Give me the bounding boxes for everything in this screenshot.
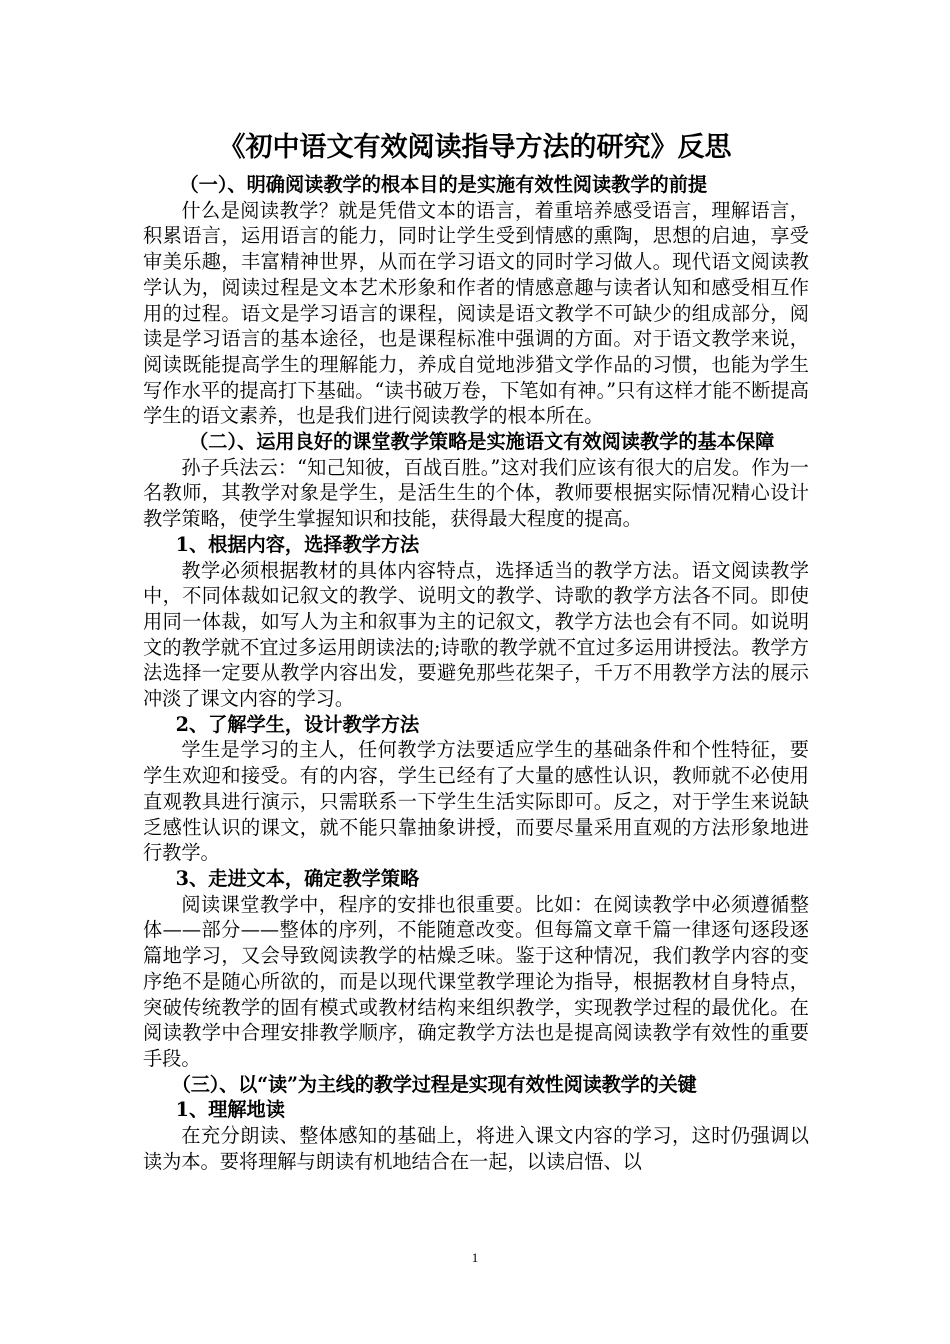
section-3-heading: （三）、以“读”为主线的教学过程是实现有效性阅读教学的关键 (171, 1072, 697, 1096)
subsection-2-2-paragraph: 学生是学习的主人，任何教学方法要适应学生的基础条件和个性特征，要学生欢迎和接受。有的内容，学生已经有了大量的感性认识，教师就不必使用直观教具进行演示，只需联系一下学生生活实际即可。反之，对于学生来说缺乏感性认识的课文，就不能只靠抽象讲授，而要尽量采用直观的方法形象地进行教学。 (143, 738, 809, 865)
subsection-2-1-heading: 1、根据内容，选择教学方法 (175, 532, 420, 556)
section-2-heading: （二）、运用良好的课堂教学策略是实施语文有效阅读教学的基本保障 (189, 430, 775, 454)
page-number: 1 (471, 1250, 479, 1265)
subsection-2-1-paragraph: 教学必须根据教材的具体内容特点，选择适当的教学方法。语文阅读教学中，不同体裁如记叙文的教学、说明文的教学、诗歌的教学方法各不同。即使用同一体裁，如写人为主和叙事为主的记叙文，教学方法也会有不同。如说明文的教学就不宜过多运用朗读法的;诗歌的教学就不宜过多运用讲授法。教学方法选择一定要从教学内容出发，要避免那些花架子，千万不用教学方法的展示冲淡了课文内容的学习。 (143, 558, 809, 711)
section-1-paragraph: 什么是阅读教学？就是凭借文本的语言，着重培养感受语言，理解语言，积累语言，运用语言的能力，同时让学生受到情感的熏陶，思想的启迪，享受审美乐趣，丰富精神世界，从而在学习语文的同时学习做人。现代语文阅读教学认为，阅读过程是文本艺术形象和作者的情感意趣与读者认知和感受相互作用的过程。语文是学习语言的课程，阅读是语文教学不可缺少的组成部分，阅读是学习语言的基本途径，也是课程标准中强调的方面。对于语文教学来说，阅读既能提高学生的理解能力，养成自觉地涉猎文学作品的习惯，也能为学生写作水平的提高打下基础。“读书破万卷，下笔如有神。”只有这样才能不断提高学生的语文素养，也是我们进行阅读教学的根本所在。 (143, 198, 809, 428)
section-1-heading: （一）、明确阅读教学的根本目的是实施有效性阅读教学的前提 (179, 173, 708, 196)
subsection-2-2-heading: 2、了解学生，设计教学方法 (175, 712, 420, 736)
document-body (143, 172, 809, 1174)
subsection-3-1-heading: 1、理解地读 (175, 1098, 285, 1122)
subsection-2-3-paragraph: 阅读课堂教学中，程序的安排也很重要。比如：在阅读教学中必须遵循整体——部分——整体的序列，不能随意改变。但每篇文章千篇一律逐句逐段逐篇地学习，又会导致阅读教学的枯燥乏味。鉴于这种情况，我们教学内容的变序绝不是随心所欲的，而是以现代课堂教学理论为指导，根据教材自身特点，突破传统教学的固有模式或教材结构来组织教学，实现教学过程的最优化。在阅读教学中合理安排教学顺序，确定教学方法也是提高阅读教学有效性的重要手段。 (143, 892, 809, 1070)
document-title: 《初中语文有效阅读指导方法的研究》反思 (218, 132, 732, 163)
section-2-paragraph: 孙子兵法云：“知己知彼，百战百胜。”这对我们应该有很大的启发。作为一名教师，其教学对象是学生，是活生生的个体，教师要根据实际情况精心设计教学策略，使学生掌握知识和技能，获得最大程度的提高。 (143, 455, 809, 531)
subsection-3-1-paragraph: 在充分朗读、整体感知的基础上，将进入课文内容的学习，这时仍强调以读为本。要将理解与朗读有机地结合在一起，以读启悟、以 (143, 1124, 809, 1173)
subsection-2-3-heading: 3、走进文本，确定教学策略 (175, 866, 420, 890)
